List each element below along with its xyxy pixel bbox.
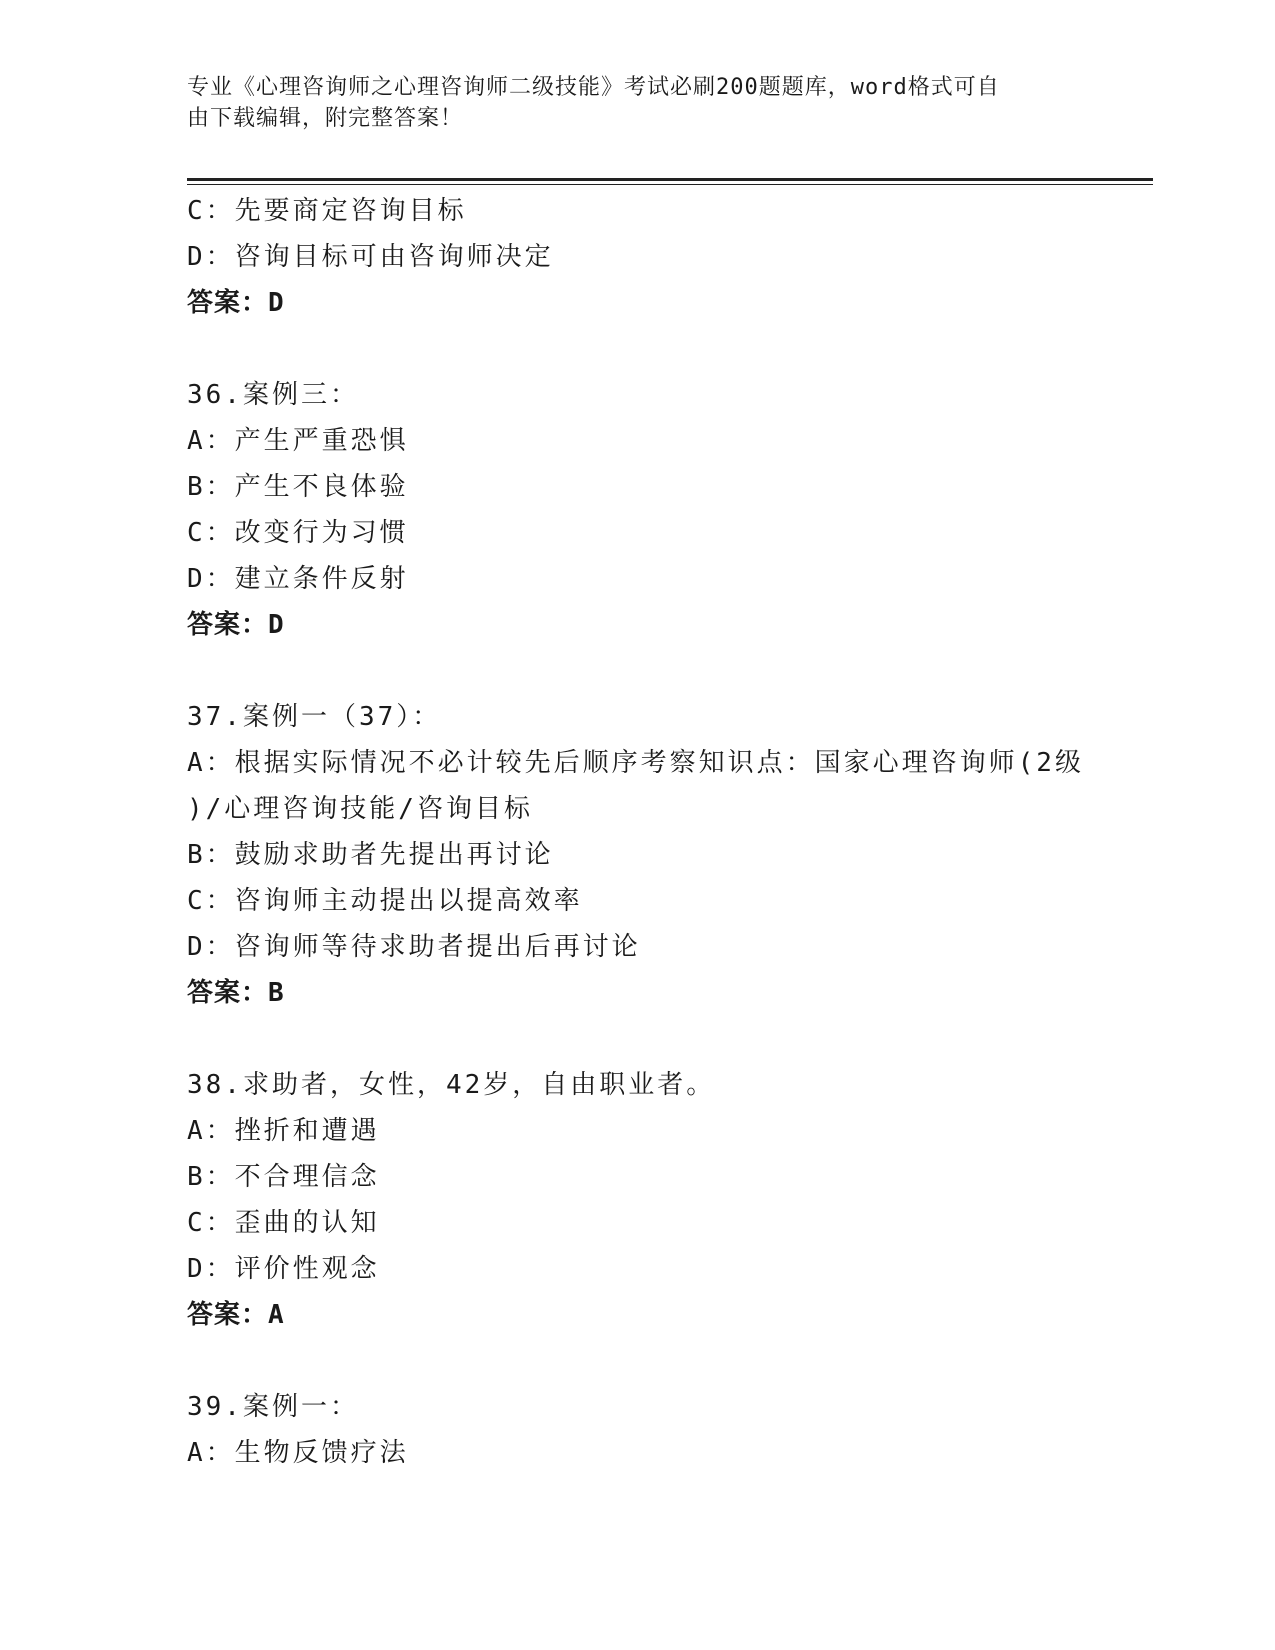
spacer (187, 648, 1087, 694)
option-d: D：咨询师等待求助者提出后再讨论 (187, 932, 641, 962)
document-header (187, 72, 1087, 134)
question-35-tail (187, 188, 1087, 326)
option-d: D：建立条件反射 (187, 564, 409, 594)
header-line-1: 专业《心理咨询师之心理咨询师二级技能》考试必刷200题题库，word格式可自 (187, 75, 1000, 100)
header-rule-thin (187, 184, 1153, 185)
question-36 (187, 372, 1087, 648)
spacer (187, 326, 1087, 372)
answer-line: 答案：D (187, 610, 285, 640)
question-stem: 37.案例一（37）： (187, 702, 442, 732)
option-a: A：根据实际情况不必计较先后顺序考察知识点：国家心理咨询师(2级 (187, 748, 1084, 778)
option-a: A：生物反馈疗法 (187, 1438, 409, 1468)
question-37 (187, 694, 1087, 1016)
option-c: C：改变行为习惯 (187, 518, 409, 548)
option-b: B：产生不良体验 (187, 472, 409, 502)
question-38 (187, 1062, 1087, 1338)
spacer (187, 1338, 1087, 1384)
header-line-2: 由下载编辑，附完整答案！ (187, 106, 464, 131)
option-d: D：咨询目标可由咨询师决定 (187, 242, 554, 272)
question-list (187, 188, 1087, 1476)
question-stem: 36.案例三： (187, 380, 359, 410)
option-a: A：产生严重恐惧 (187, 426, 409, 456)
option-c: C：先要商定咨询目标 (187, 196, 467, 226)
answer-line: 答案：D (187, 288, 285, 318)
answer-line: 答案：A (187, 1300, 285, 1330)
option-a-continued: )/心理咨询技能/咨询目标 (187, 794, 533, 824)
option-c: C：咨询师主动提出以提高效率 (187, 886, 583, 916)
option-c: C：歪曲的认知 (187, 1208, 380, 1238)
option-a: A：挫折和遭遇 (187, 1116, 380, 1146)
option-d: D：评价性观念 (187, 1254, 380, 1284)
question-39 (187, 1384, 1087, 1476)
option-b: B：鼓励求助者先提出再讨论 (187, 840, 554, 870)
option-b: B：不合理信念 (187, 1162, 380, 1192)
header-rule-thick (187, 178, 1153, 181)
spacer (187, 1016, 1087, 1062)
question-stem: 38.求助者，女性，42岁，自由职业者。 (187, 1070, 716, 1100)
answer-line: 答案：B (187, 978, 285, 1008)
question-stem: 39.案例一： (187, 1392, 359, 1422)
